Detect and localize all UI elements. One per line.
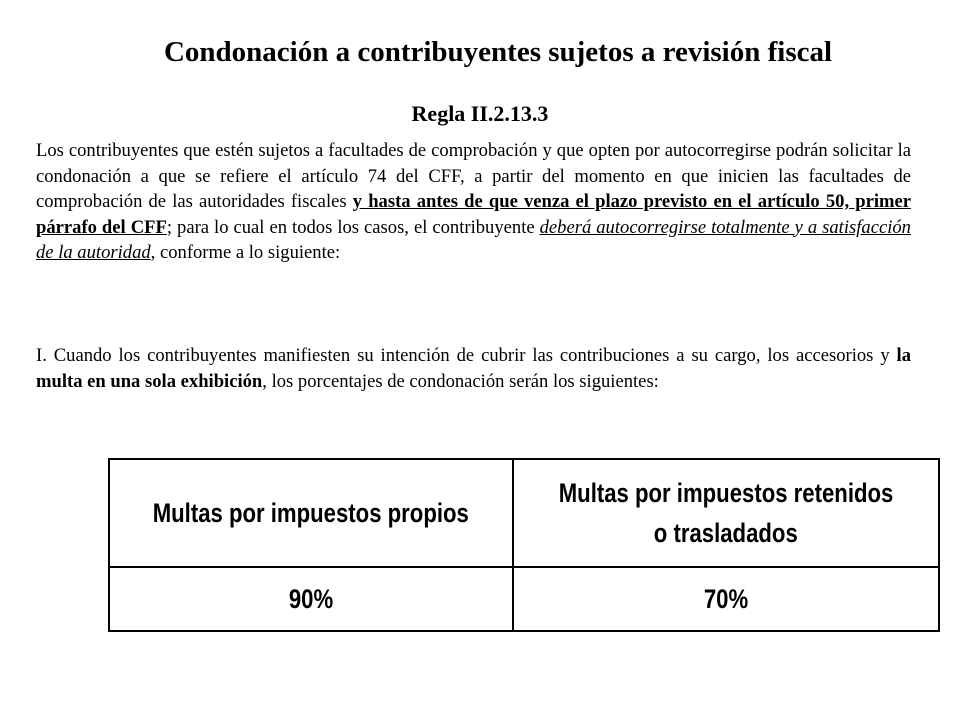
value-withheld-taxes-text: 70% xyxy=(703,583,748,614)
paragraph-intro-text-1: Los contribuyentes que estén sujetos a facultades de comprobación y que opten por autocorregirse podrán solicitar la condonación a que se refiere el artículo 74 del CFF, a partir del momento en que inicien las facultades de comprobación de las autoridades fiscales xyxy=(36,140,911,212)
value-withheld-taxes xyxy=(513,567,939,631)
paragraph-section-i xyxy=(36,343,911,394)
paragraph-section-i-bold: la multa en una sola exhibición xyxy=(36,345,911,392)
rule-heading: Regla II.2.13.3 xyxy=(411,101,549,126)
paragraph-section-i-text-1: I. Cuando los contribuyentes manifiesten su intención de cubrir las contribuciones a su cargo, los accesorios y xyxy=(36,345,897,366)
value-own-taxes xyxy=(109,567,513,631)
header-own-taxes-label: Multas por impuestos propios xyxy=(152,498,469,528)
paragraph-intro-bold-underlined: y hasta antes de que venza el plazo previsto en el artículo 50, primer párrafo del CFF xyxy=(36,191,911,238)
header-withheld-taxes xyxy=(513,459,939,567)
paragraph-intro-italic-underlined: deberá autocorregirse totalmente y a satisfacción de la autoridad xyxy=(36,216,911,263)
value-own-taxes-text: 90% xyxy=(288,583,333,614)
paragraph-intro-text-2: ; para lo cual en todos los casos, el contribuyente xyxy=(166,216,540,238)
condonation-table xyxy=(108,458,940,632)
table-header-row xyxy=(109,459,939,567)
paragraph-section-i-text-2: , los porcentajes de condonación serán los siguientes: xyxy=(262,370,659,392)
document-title: Condonación a contribuyentes sujetos a revisión fiscal xyxy=(163,36,833,68)
paragraph-intro-text-3: , conforme a lo siguiente: xyxy=(150,242,341,263)
header-withheld-taxes-line-2: o trasladados xyxy=(653,518,798,548)
header-own-taxes xyxy=(109,459,513,567)
paragraph-intro xyxy=(36,138,911,266)
header-withheld-taxes-line-1: Multas por impuestos retenidos xyxy=(558,478,893,508)
table-row xyxy=(109,567,939,631)
